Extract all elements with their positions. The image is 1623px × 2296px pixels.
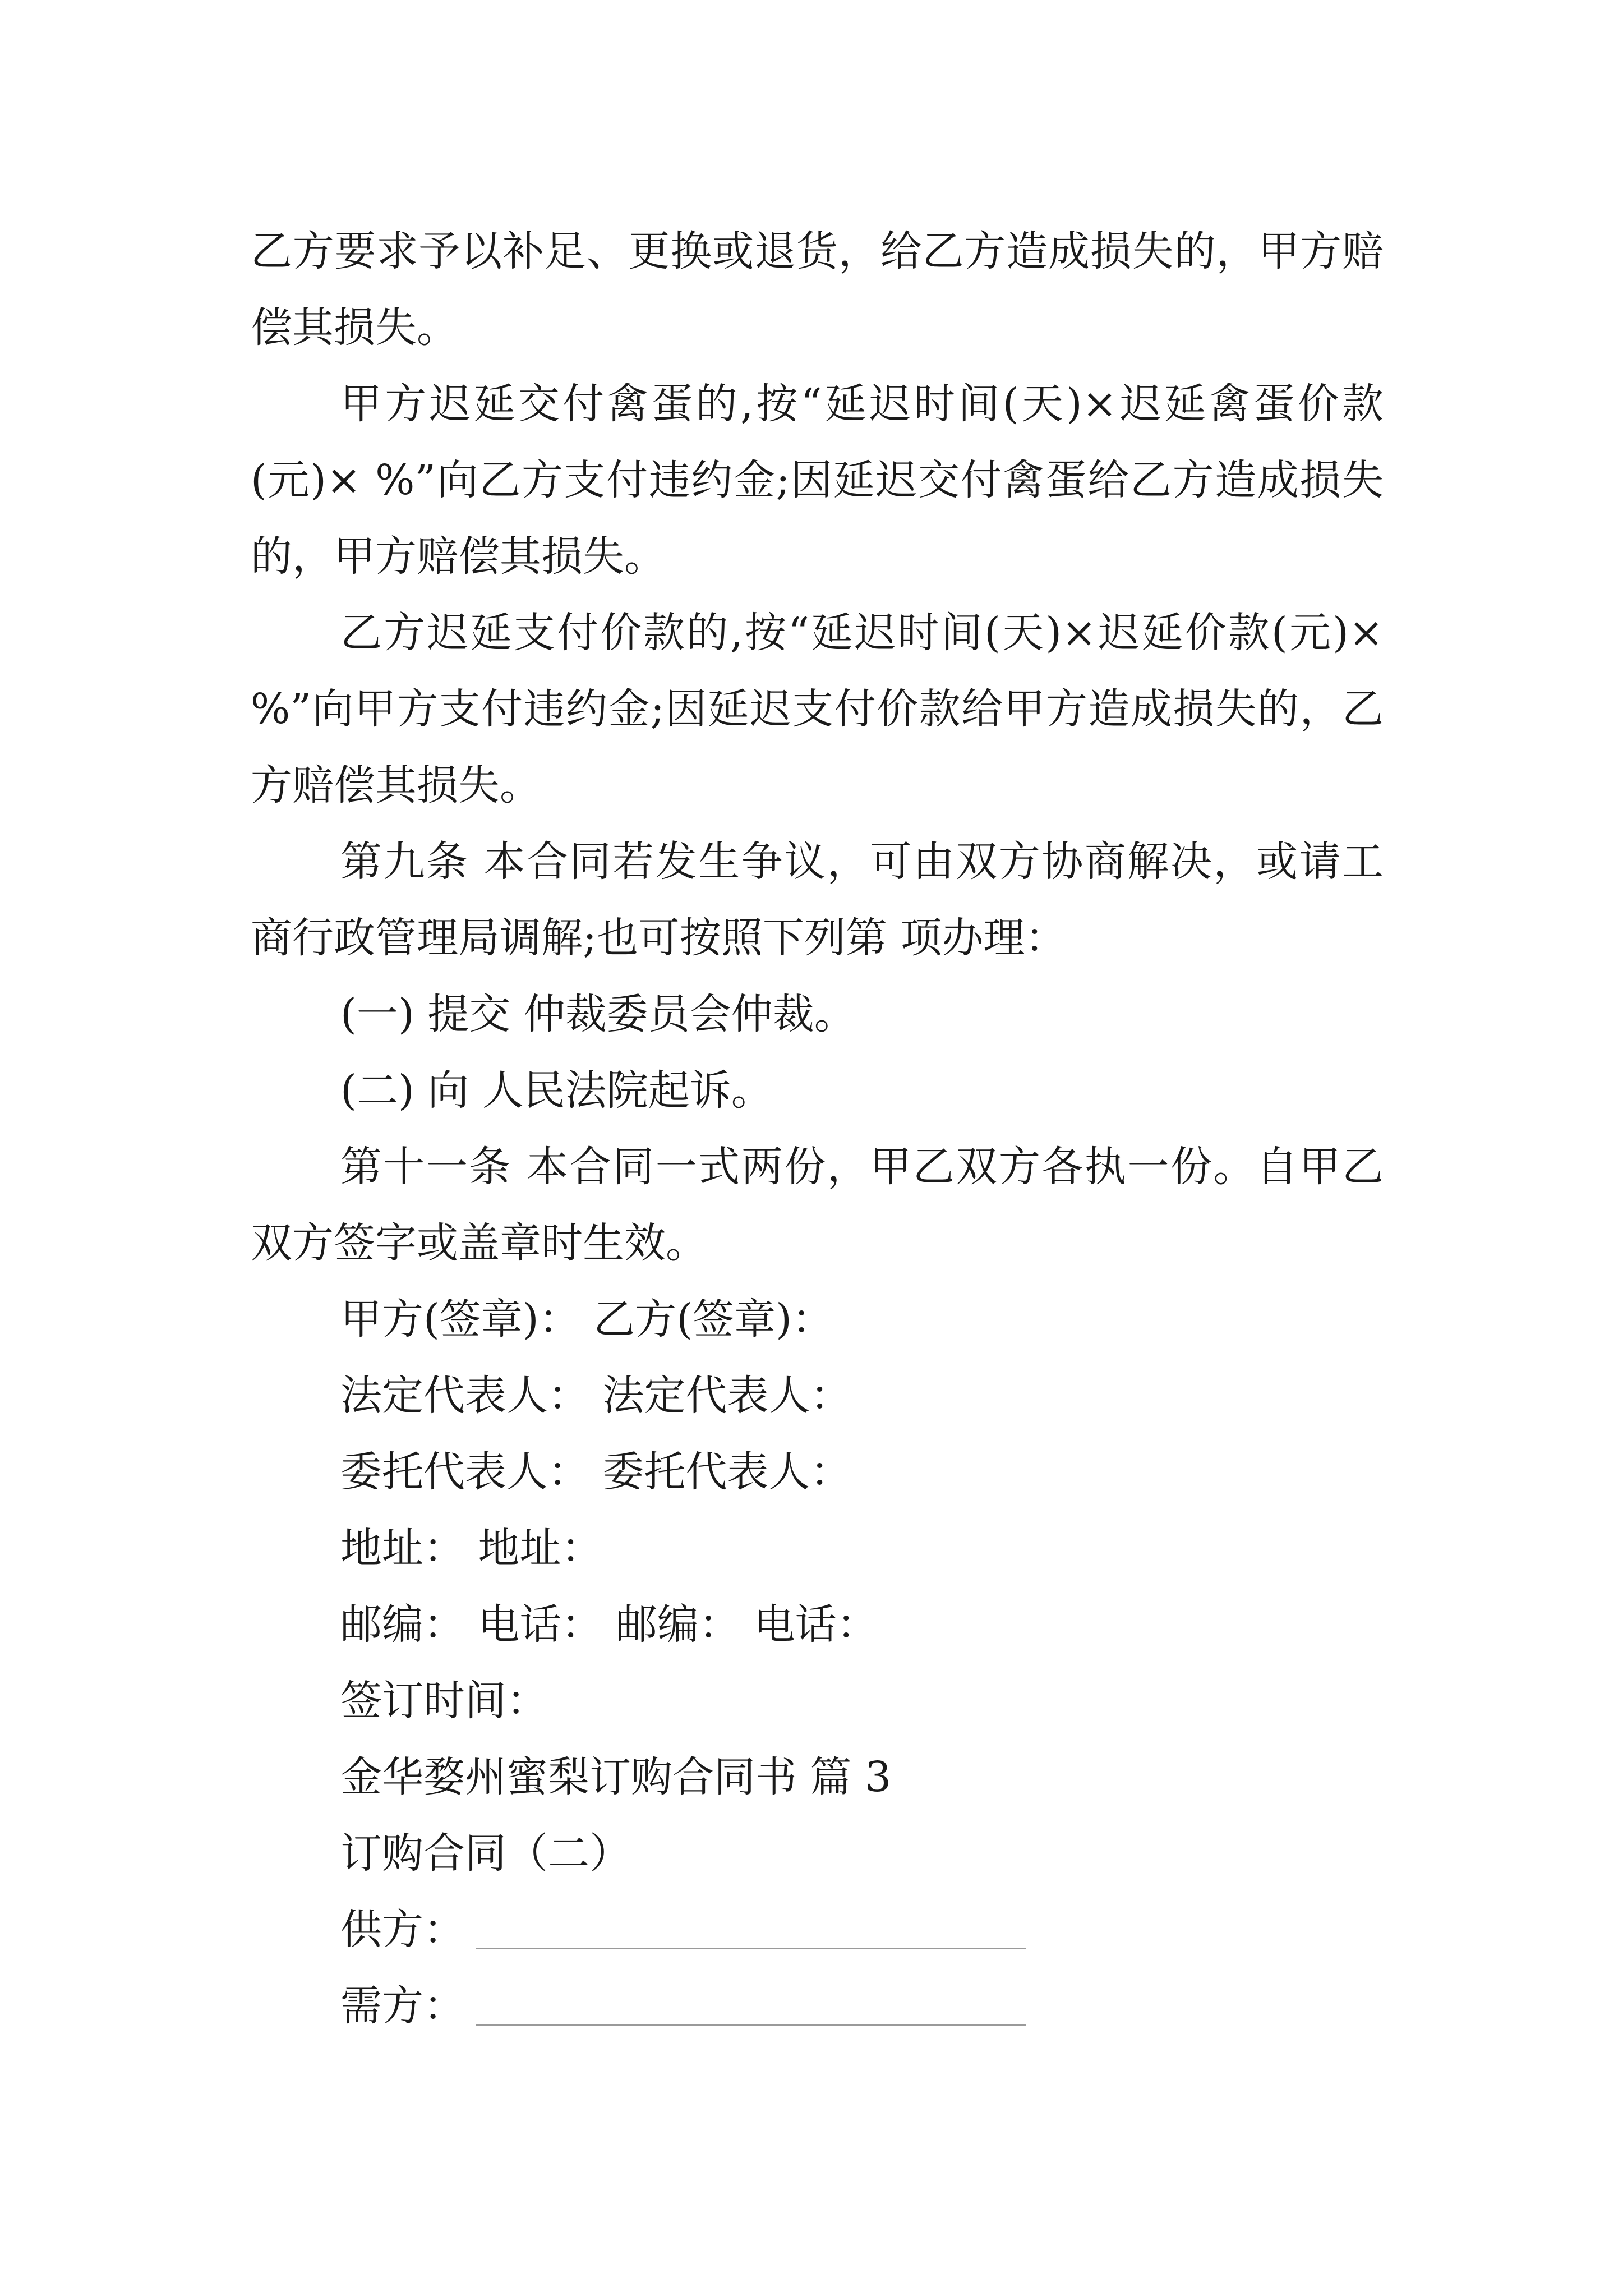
option-arbitration: (一) 提交 仲裁委员会仲裁。 (340, 990, 856, 1038)
section-subtitle: 订购合同（二） (340, 1829, 631, 1878)
paragraph-compensation: 乙方要求予以补足、更换或退货，给乙方造成损失的，甲方赔偿其损失。 (251, 227, 1384, 352)
paragraph-article-11: 第十一条 本合同一式两份，甲乙双方各执一份。自甲乙双方签字或盖章时生效。 (251, 1143, 1384, 1267)
paragraph-article-9: 第九条 本合同若发生争议，可由双方协商解决，或请工商行政管理局调解;也可按照下列第 项办理： (251, 838, 1384, 962)
signature-legal-rep: 法定代表人： 法定代表人： (340, 1372, 852, 1420)
signature-agent: 委托代表人： 委托代表人： (340, 1448, 852, 1496)
supplier-blank-line (476, 1945, 1026, 1949)
section-title: 金华婺州蜜梨订购合同书 篇 3 (340, 1753, 892, 1801)
supplier-label: 供方： (340, 1906, 465, 1954)
buyer-blank-line (476, 2022, 1026, 2026)
paragraph-buyer-delay: 乙方迟延支付价款的,按“延迟时间(天)×迟延价款(元)× %”向甲方支付违约金;因延迟支付价款给甲方造成损失的，乙方赔偿其损失。 (251, 609, 1397, 809)
document-page (251, 213, 1397, 2044)
paragraph-seller-delay: 甲方迟延交付禽蛋的,按“延迟时间(天)×迟延禽蛋价款(元)× %”向乙方支付违约金;因延迟交付禽蛋给乙方造成损失的，甲方赔偿其损失。 (251, 380, 1384, 581)
signature-address: 地址： 地址： (340, 1524, 603, 1572)
option-court: (二) 向 人民法院起诉。 (340, 1066, 773, 1115)
buyer-label: 需方： (340, 1982, 465, 2030)
signature-seal: 甲方(签章)： 乙方(签章)： (340, 1295, 834, 1343)
buyer-row (251, 1968, 1384, 2044)
supplier-row (251, 1892, 1384, 1968)
signature-date: 签订时间： (340, 1677, 548, 1725)
signature-contact: 邮编： 电话： 邮编： 电话： (340, 1600, 878, 1649)
